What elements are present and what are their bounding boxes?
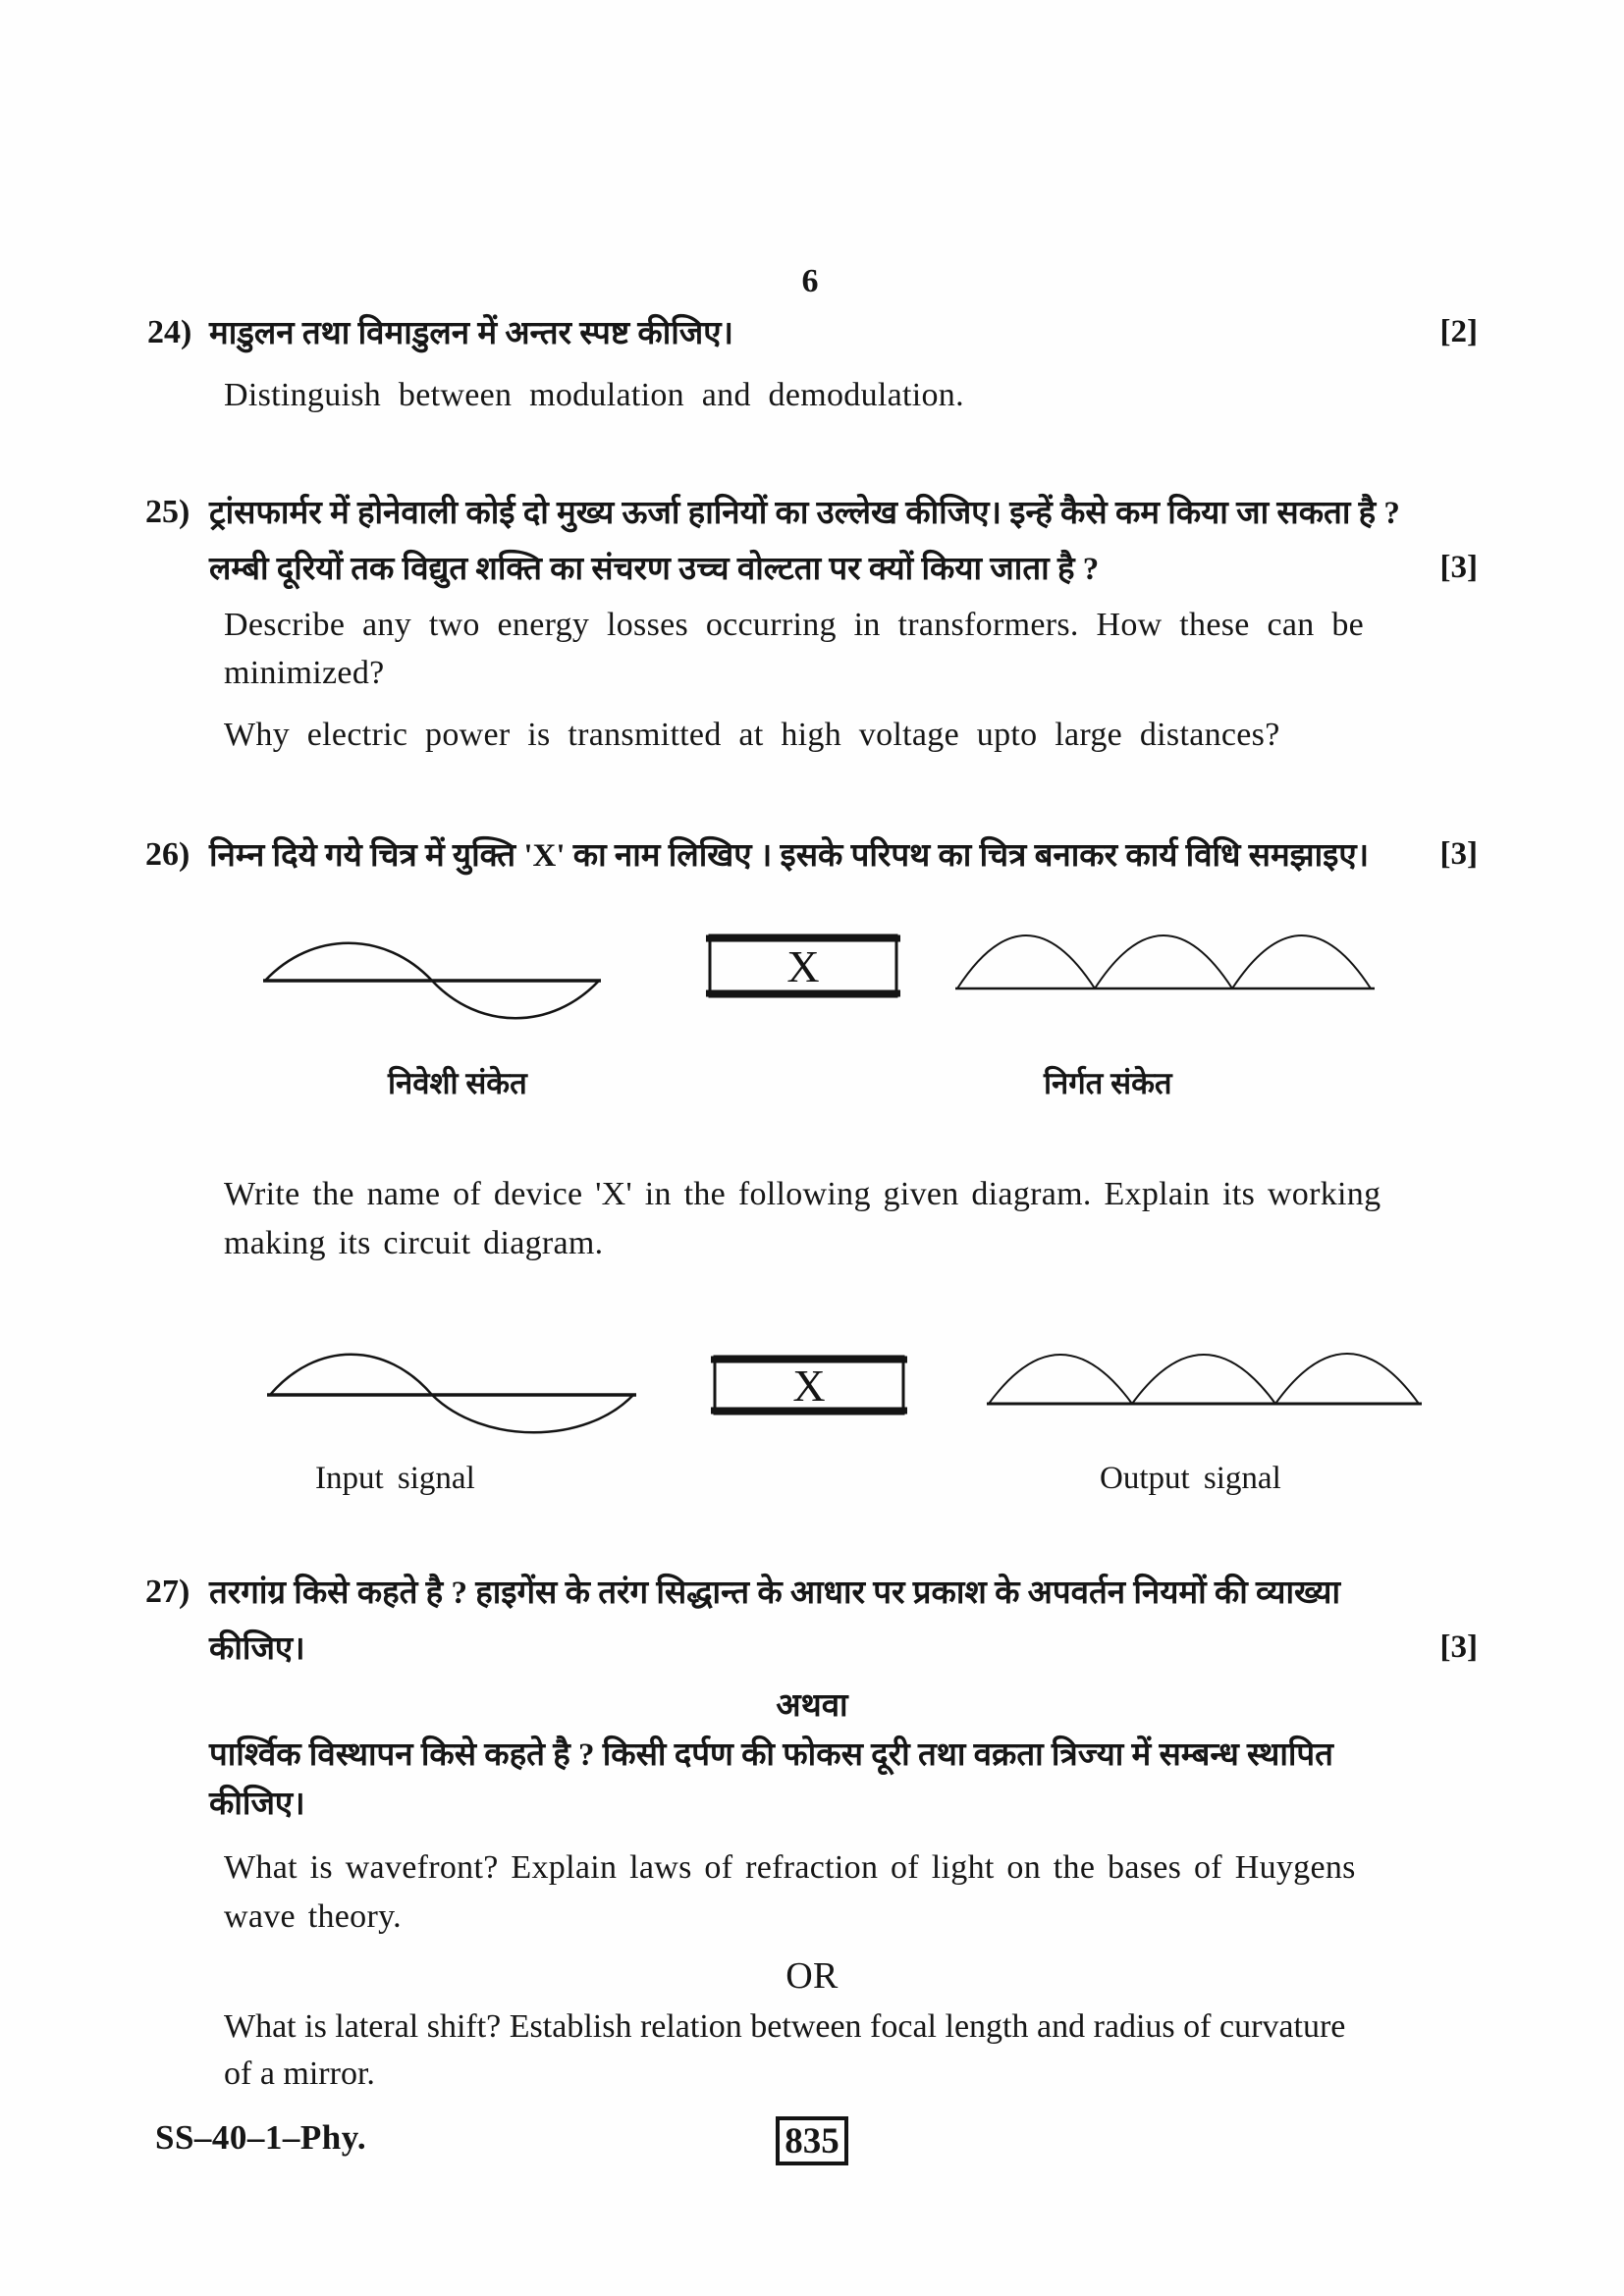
- output-signal-label-english: Output signal: [1100, 1461, 1281, 1496]
- question-25-number: 25): [145, 494, 190, 530]
- question-27-hindi-line1: तरगांग्र किसे कहते है ? हाइगेंस के तरंग सिद्धान्त के आधार पर प्रकाश के अपवर्तन नियमों की व्याख्या: [209, 1575, 1340, 1611]
- question-27-english-alt-line1: What is lateral shift? Establish relation between focal length and radius of curvature: [224, 2008, 1346, 2045]
- question-25-english-line1: Describe any two energy losses occurring in transformers. How these can be: [224, 607, 1365, 643]
- question-25-marks: [3]: [1439, 550, 1478, 585]
- output-rectified-wave: [957, 935, 1371, 988]
- question-25-hindi-line2: लम्बी दूरियों तक विद्युत शक्ति का संचरण उच्च वोल्टता पर क्यों किया जाता है ?: [209, 552, 1100, 587]
- question-27-english-alt-line2: of a mirror.: [224, 2056, 375, 2092]
- question-26-english-line2: making its circuit diagram.: [224, 1225, 604, 1261]
- question-27-hindi-line2: कीजिए।: [209, 1631, 305, 1667]
- question-24-number: 24): [147, 314, 192, 350]
- or-separator-english: OR: [785, 1955, 839, 1997]
- question-26-hindi-row: [209, 836, 1478, 877]
- question-27-marks: [3]: [1439, 1629, 1478, 1665]
- question-27-english-line1: What is wavefront? Explain laws of refraction of light on the bases of Huygens: [224, 1849, 1356, 1886]
- question-27-number: 27): [145, 1574, 190, 1610]
- question-27-hindi-row2: [209, 1629, 1478, 1670]
- question-27-hindi-alt-line1: पार्श्विक विस्थापन किसे कहते है ? किसी दर्पण की फोकस दूरी तथा वक्रता त्रिज्या में सम्बन्ध स्थापित: [209, 1737, 1333, 1773]
- question-26-marks: [3]: [1439, 836, 1478, 872]
- device-letter: X: [792, 1361, 826, 1411]
- question-27-english-line2: wave theory.: [224, 1898, 402, 1935]
- output-signal-label-hindi: निर्गत संकेत: [1044, 1066, 1172, 1100]
- question-25-hindi-line1: ट्रांसफार्मर में होनेवाली कोई दो मुख्य ऊर्जा हानियों का उल्लेख कीजिए। इन्हें कैसे कम किया जा सकता है ?: [209, 496, 1400, 531]
- question-24-marks: [2]: [1439, 314, 1478, 349]
- question-24-hindi-row: [209, 314, 1478, 354]
- question-24-english-text: Distinguish between modulation and demodulation.: [224, 377, 964, 413]
- device-diagram-hindi: [0, 918, 1624, 1028]
- input-signal-label-hindi: निवेशी संकेत: [388, 1066, 527, 1100]
- question-25-english-line3: Why electric power is transmitted at high voltage upto large distances?: [224, 717, 1280, 753]
- question-25-hindi-row2: [209, 550, 1478, 590]
- input-signal-label-english: Input signal: [315, 1461, 475, 1496]
- question-26-hindi-text: निम्न दिये गये चित्र में युक्ति 'X' का नाम लिखिए । इसके परिपथ का चित्र बनाकर कार्य विधि समझाइए।: [209, 838, 1370, 874]
- question-25-english-line2: minimized?: [224, 655, 385, 691]
- output-rectified-wave: [989, 1354, 1419, 1404]
- paper-serial-box: [776, 2116, 848, 2165]
- device-letter: X: [786, 941, 820, 991]
- question-26-number: 26): [145, 836, 190, 873]
- question-27-hindi-alt-line2: कीजिए।: [209, 1787, 305, 1822]
- question-26-english-line1: Write the name of device 'X' in the following given diagram. Explain its working: [224, 1176, 1381, 1212]
- paper-code: SS–40–1–Phy.: [155, 2118, 367, 2157]
- page-number: 6: [801, 263, 819, 299]
- paper-serial-number: 835: [785, 2120, 839, 2162]
- question-24-hindi-text: माडुलन तथा विमाडुलन में अन्तर स्पष्ट कीजिए।: [209, 316, 734, 351]
- or-separator-hindi: अथवा: [776, 1688, 848, 1724]
- device-diagram-english: [0, 1343, 1624, 1449]
